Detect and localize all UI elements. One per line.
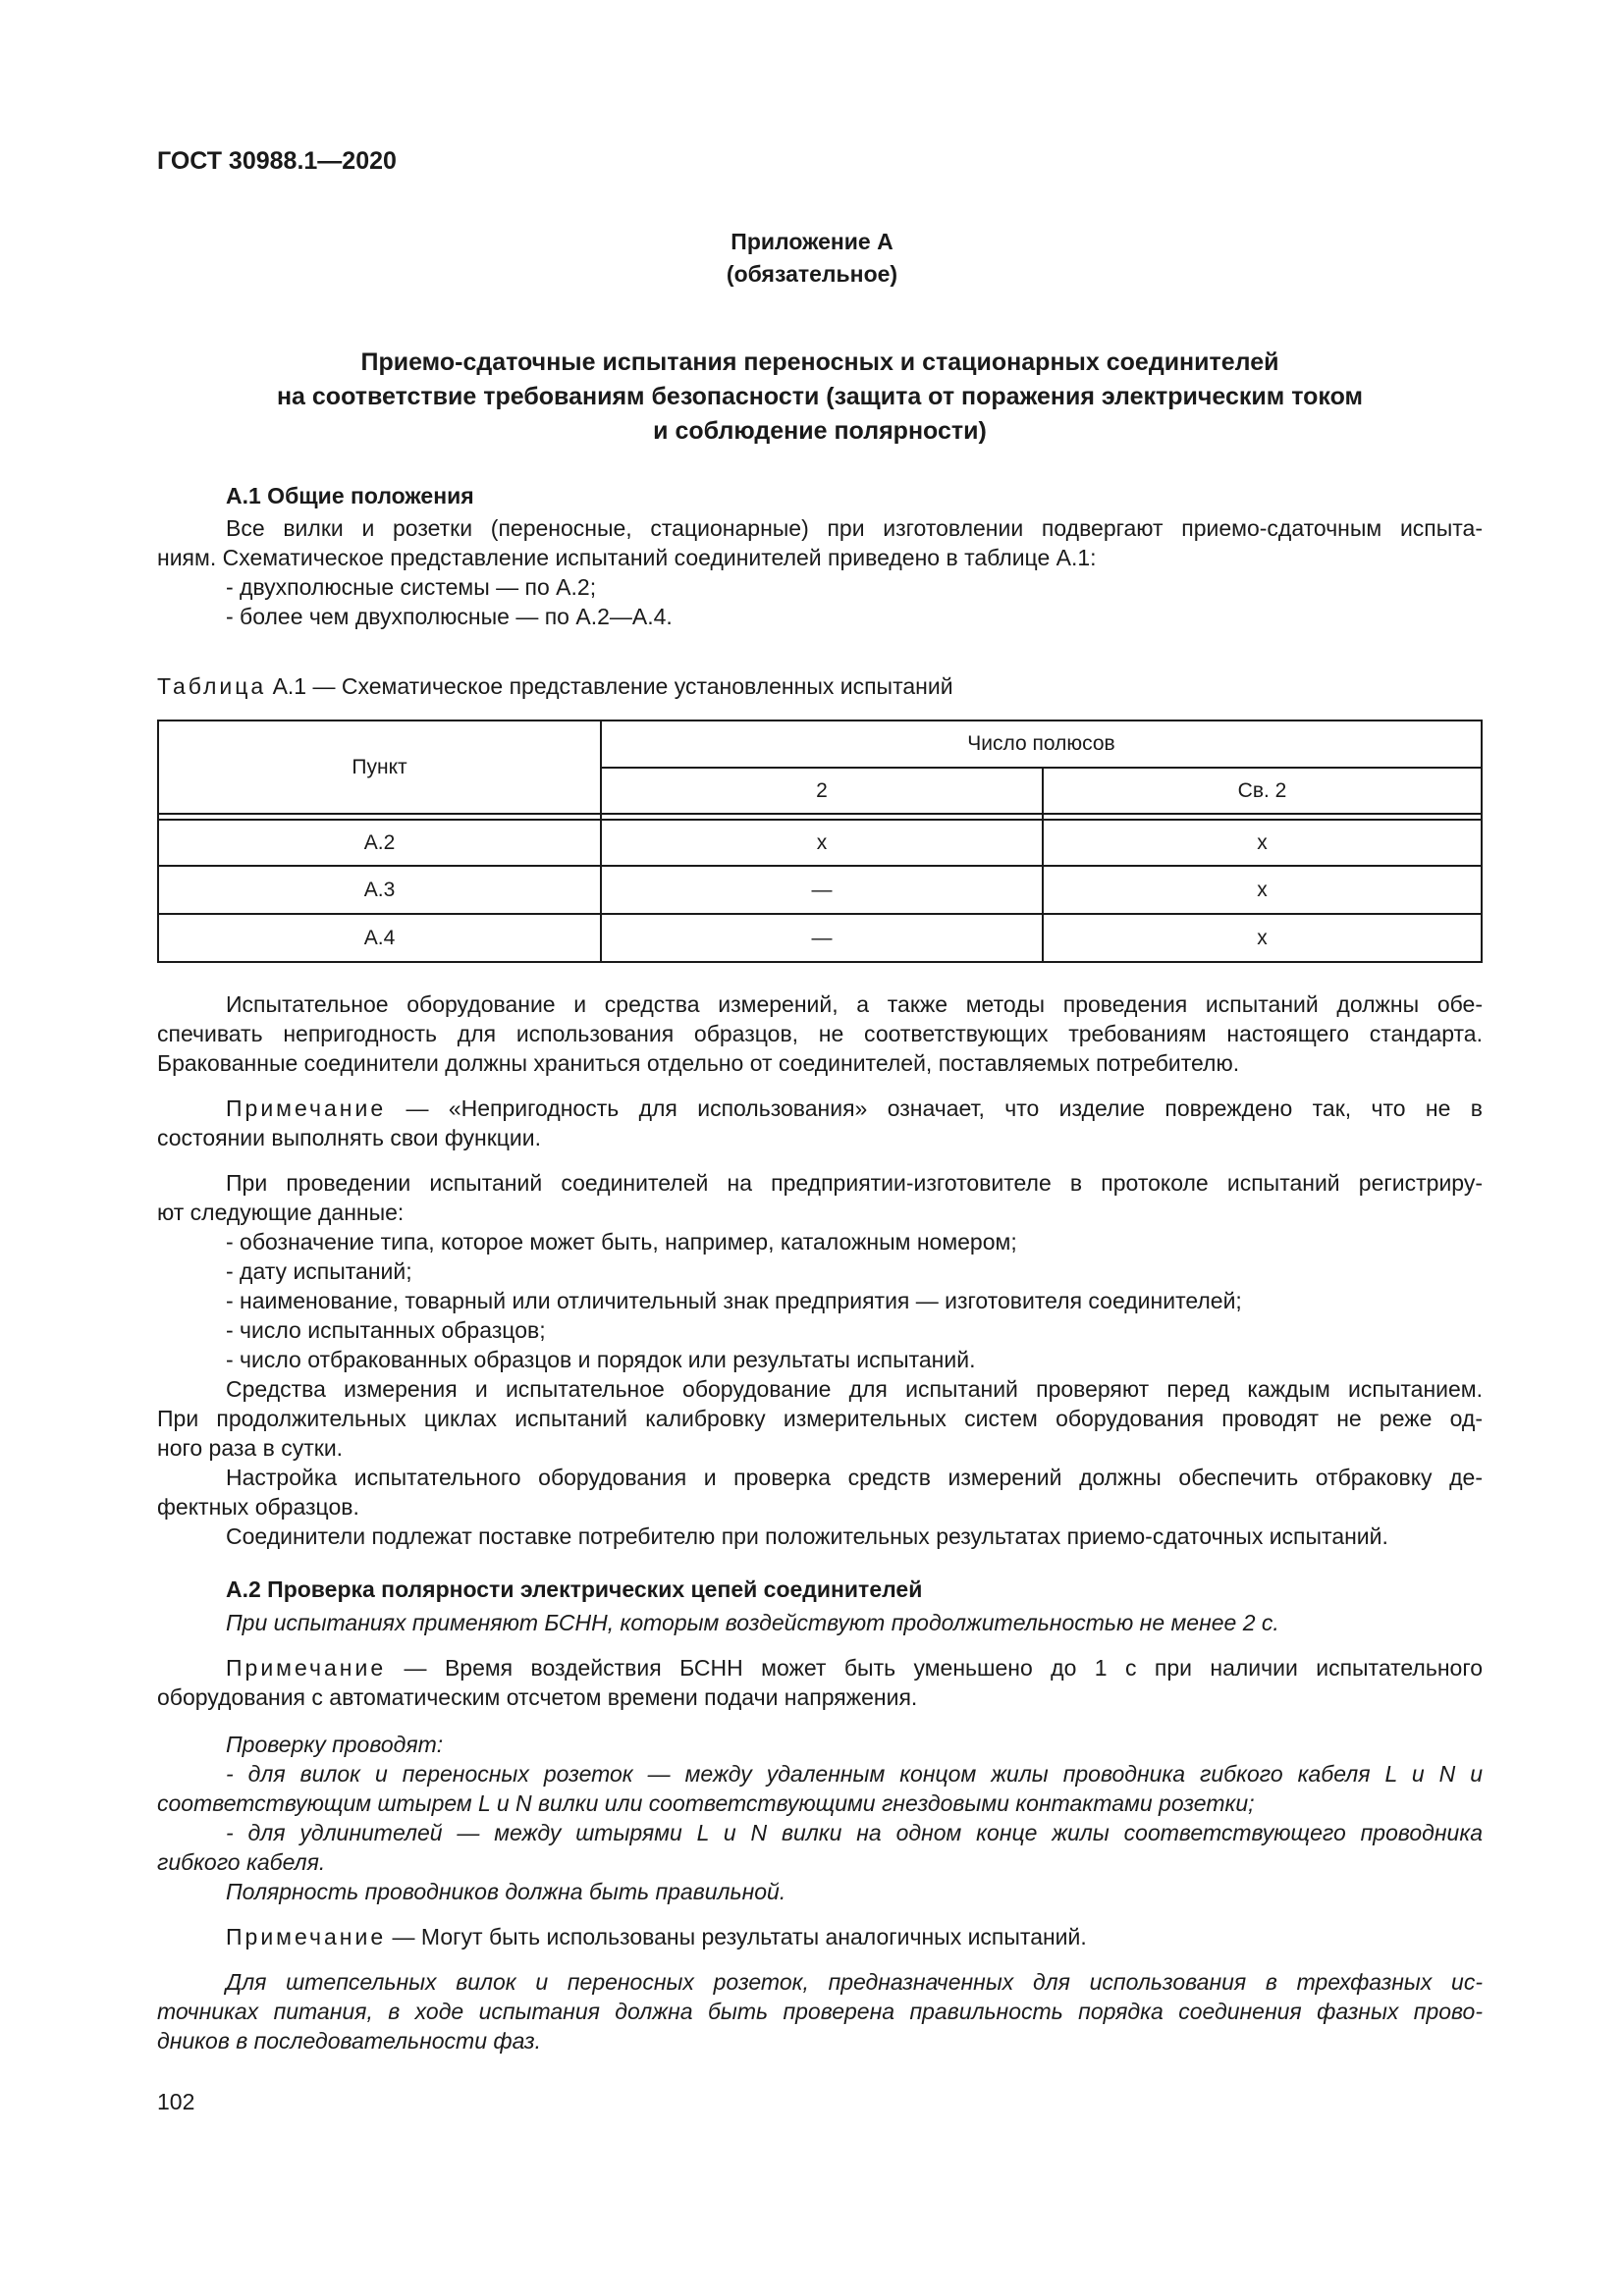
list-item: - дату испытаний;: [226, 1258, 412, 1284]
list-item: - более чем двухполюсные — по А.2—А.4.: [226, 604, 673, 629]
note: [226, 1094, 1483, 1123]
table-cell: x: [1257, 878, 1268, 901]
table-cell: x: [1257, 830, 1268, 854]
paragraph-line: Соединители подлежат поставке потребителю при положительных результатах приемо-сдаточных испытаний.: [226, 1523, 1388, 1549]
table-header-item: Пункт: [352, 755, 407, 778]
note-text: — Могут быть использованы результаты аналогичных испытаний.: [386, 1924, 1087, 1949]
paragraph-line: спечивать непригодность для использования образцов, не соответствующих требованиям настоящего стандарта.: [157, 1021, 1483, 1046]
paragraph-line: ного раза в сутки.: [157, 1435, 344, 1461]
list-item: - для вилок и переносных розеток — между удаленным концом жилы проводника гибкого кабеля L и N и: [226, 1761, 1483, 1787]
title-line: Приемо-сдаточные испытания переносных и стационарных соединителей: [360, 348, 1279, 376]
appendix-label: Приложение А: [731, 229, 893, 254]
appendix-title: [157, 346, 1483, 449]
paragraph-line: Полярность проводников должна быть правильной.: [226, 1879, 786, 1904]
title-line: на соответствие требованиям безопасности (защита от поражения электрическим током: [276, 383, 1364, 410]
table-grid-line: [159, 813, 1481, 815]
note-line: состоянии выполнять свои функции.: [157, 1125, 542, 1150]
section-heading: А.2 Проверка полярности электрических цепей соединителей: [226, 1576, 923, 1602]
table-caption-text: А.1 — Схематическое представление установленных испытаний: [272, 673, 953, 699]
table-header-more: Св. 2: [1237, 778, 1287, 802]
paragraph-line: Настройка испытательного оборудования и проверка средств измерений должны обеспечить отбраковку де-: [226, 1465, 1483, 1490]
list-item: - наименование, товарный или отличительный знак предприятия — изготовителя соединителей;: [226, 1288, 1242, 1313]
note: [226, 1922, 1087, 1951]
appendix-status: (обязательное): [726, 261, 898, 287]
page-number: 102: [157, 2089, 195, 2114]
note: [226, 1653, 1483, 1682]
title-line: и соблюдение полярности): [653, 417, 987, 445]
list-item: - двухполюсные системы — по А.2;: [226, 574, 597, 600]
note-label: Примечание: [226, 1924, 387, 1949]
list-item: - для удлинителей — между штырями L и N вилки на одном конце жилы соответствующего проводника: [226, 1820, 1483, 1845]
note-label: Примечание: [226, 1095, 387, 1121]
paragraph-line: дников в последовательности фаз.: [157, 2028, 541, 2054]
section-heading: А.1 Общие положения: [226, 483, 474, 508]
section-a1: [157, 481, 1483, 638]
table-cell: А.3: [363, 878, 396, 901]
note-line: оборудования с автоматическим отсчетом времени подачи напряжения.: [157, 1684, 918, 1710]
note-text: — «Непригодность для использования» означает, что изделие повреждено так, что не в: [386, 1095, 1483, 1121]
section-a1-body: [157, 989, 1483, 1569]
paragraph-line: ют следующие данные:: [157, 1200, 405, 1225]
table-caption: [157, 671, 1483, 703]
table-cell: А.2: [363, 830, 396, 854]
table-cell: А.4: [363, 926, 396, 949]
list-item: - обозначение типа, которое может быть, например, каталожным номером;: [226, 1229, 1017, 1255]
tests-table: [157, 720, 1483, 963]
paragraph-line: При проведении испытаний соединителей на предприятии-изготовителе в протоколе испытаний регистриру-: [226, 1170, 1483, 1196]
paragraph-line: Все вилки и розетки (переносные, стационарные) при изготовлении подвергают приемо-сдаточным испыта-: [226, 515, 1483, 541]
table-header-two: 2: [816, 778, 828, 802]
table-cell: x: [816, 830, 828, 854]
table-cell: —: [811, 926, 833, 949]
paragraph-line: Испытательное оборудование и средства измерений, а также методы проведения испытаний должны обе-: [226, 991, 1483, 1017]
paragraph-line: Для штепсельных вилок и переносных розеток, предназначенных для использования в трехфазных ис-: [226, 1969, 1483, 1995]
list-item: - число испытанных образцов;: [226, 1317, 546, 1343]
list-item-continuation: гибкого кабеля.: [157, 1849, 326, 1875]
list-item-continuation: соответствующим штырем L и N вилки или соответствующими гнездовыми контактами розетки;: [157, 1790, 1255, 1816]
note-label: Примечание: [226, 1655, 387, 1681]
section-a2: [157, 1575, 1483, 2075]
paragraph-line: фектных образцов.: [157, 1494, 359, 1520]
table-cell: x: [1257, 926, 1268, 949]
table-header-poles: Число полюсов: [967, 732, 1115, 755]
paragraph-line: При испытаниях применяют БСНН, которым воздействуют продолжительностью не менее 2 с.: [226, 1610, 1279, 1635]
paragraph-line: Проверку проводят:: [226, 1732, 444, 1757]
paragraph-line: Бракованные соединители должны храниться отдельно от соединителей, поставляемых потребителю.: [157, 1050, 1240, 1076]
note-text: — Время воздействия БСНН может быть уменьшено до 1 с при наличии испытательного: [386, 1655, 1483, 1681]
table-cell: —: [811, 878, 833, 901]
paragraph-line: ниям. Схематическое представление испытаний соединителей приведено в таблице А.1:: [157, 545, 1097, 570]
paragraph-line: точниках питания, в ходе испытания должна быть проверена правильность порядка соединения фазных прово-: [157, 1999, 1483, 2024]
paragraph-line: При продолжительных циклах испытаний калибровку измерительных систем оборудования проводят не реже од-: [157, 1406, 1483, 1431]
list-item: - число отбракованных образцов и порядок или результаты испытаний.: [226, 1347, 976, 1372]
standard-code: ГОСТ 30988.1—2020: [157, 147, 397, 175]
table-caption-label: Таблица: [157, 673, 267, 699]
paragraph-line: Средства измерения и испытательное оборудование для испытаний проверяют перед каждым испытанием.: [226, 1376, 1483, 1402]
